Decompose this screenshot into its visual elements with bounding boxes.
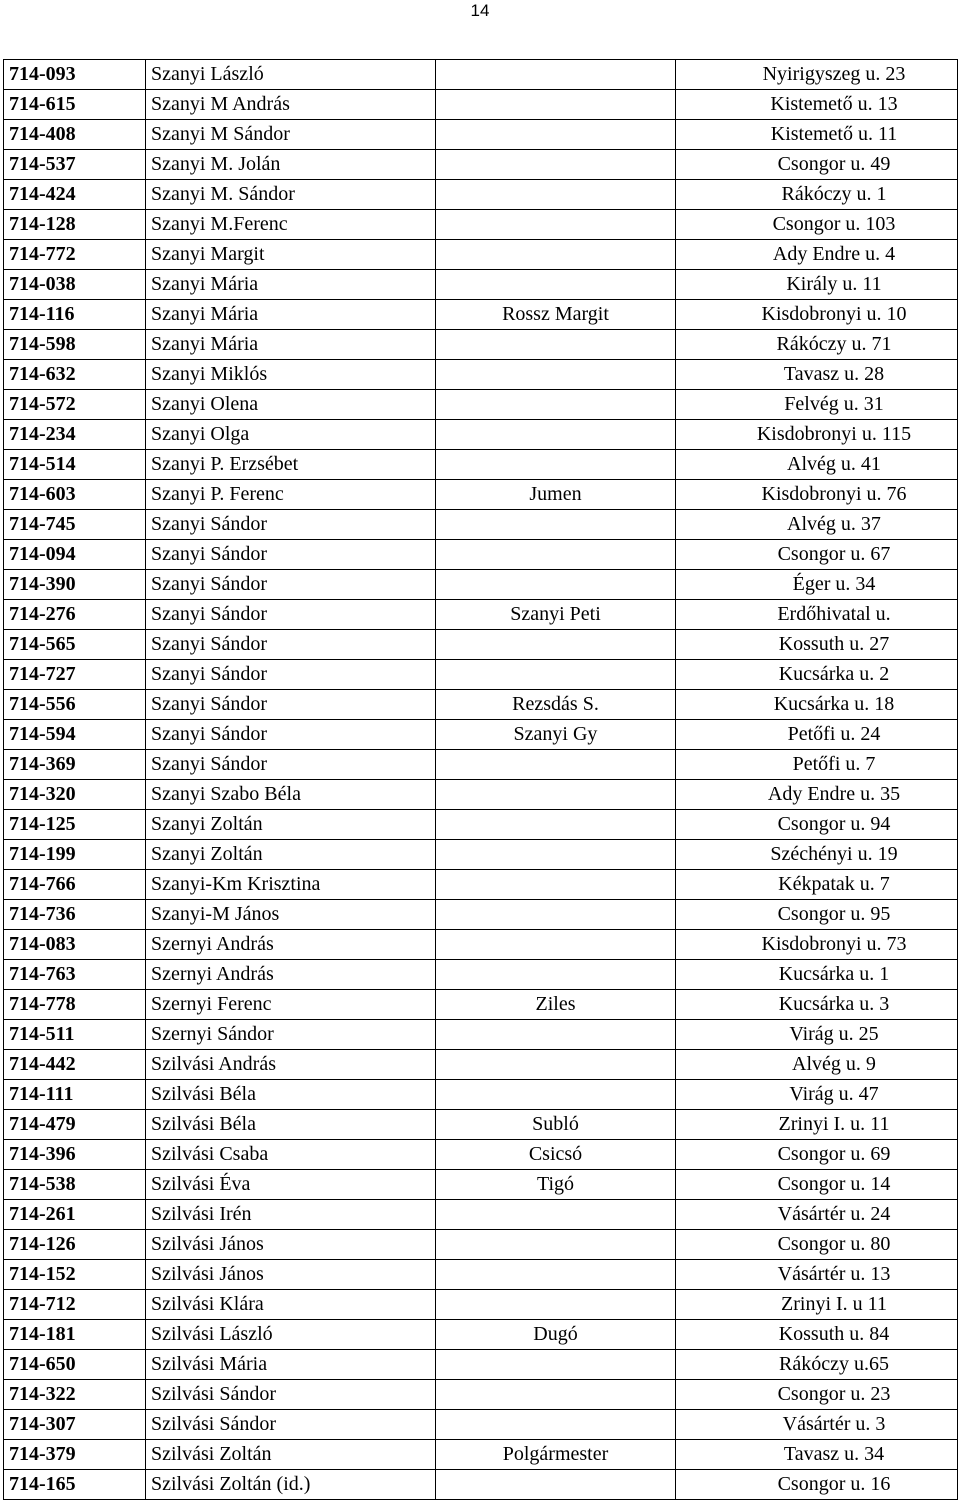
- nickname-cell: [436, 150, 676, 180]
- name-cell: Szilvási Csaba: [146, 1140, 436, 1170]
- name-cell: Szilvási Klára: [146, 1290, 436, 1320]
- table-row: [4, 390, 958, 420]
- nickname-cell: [436, 750, 676, 780]
- address-cell: Zrinyi I. u 11: [676, 1290, 958, 1320]
- address-cell: Virág u. 25: [676, 1020, 958, 1050]
- table-row: [4, 330, 958, 360]
- address-cell: Csongor u. 14: [676, 1170, 958, 1200]
- table-row: [4, 570, 958, 600]
- name-cell: Szanyi Mária: [146, 330, 436, 360]
- phone-code-cell: 714-479: [4, 1110, 146, 1140]
- name-cell: Szernyi András: [146, 930, 436, 960]
- phone-code-cell: 714-094: [4, 540, 146, 570]
- phone-code-cell: 714-276: [4, 600, 146, 630]
- name-cell: Szanyi Sándor: [146, 720, 436, 750]
- nickname-cell: Ziles: [436, 990, 676, 1020]
- table-row: [4, 90, 958, 120]
- nickname-cell: [436, 240, 676, 270]
- name-cell: Szilvási András: [146, 1050, 436, 1080]
- address-cell: Rákóczy u.65: [676, 1350, 958, 1380]
- phone-code-cell: 714-083: [4, 930, 146, 960]
- phone-directory-table: [3, 59, 958, 1500]
- name-cell: Szanyi-M János: [146, 900, 436, 930]
- address-cell: Csongor u. 49: [676, 150, 958, 180]
- name-cell: Szanyi-Km Krisztina: [146, 870, 436, 900]
- table-row: [4, 1290, 958, 1320]
- nickname-cell: [436, 360, 676, 390]
- nickname-cell: [436, 870, 676, 900]
- name-cell: Szanyi Sándor: [146, 660, 436, 690]
- address-cell: Ady Endre u. 4: [676, 240, 958, 270]
- phone-code-cell: 714-111: [4, 1080, 146, 1110]
- table-row: [4, 1020, 958, 1050]
- address-cell: Éger u. 34: [676, 570, 958, 600]
- address-cell: Kucsárka u. 2: [676, 660, 958, 690]
- address-cell: Ady Endre u. 35: [676, 780, 958, 810]
- phone-code-cell: 714-408: [4, 120, 146, 150]
- name-cell: Szanyi Sándor: [146, 510, 436, 540]
- name-cell: Szilvási Mária: [146, 1350, 436, 1380]
- address-cell: Csongor u. 69: [676, 1140, 958, 1170]
- table-row: [4, 150, 958, 180]
- nickname-cell: [436, 780, 676, 810]
- nickname-cell: [436, 900, 676, 930]
- name-cell: Szanyi Zoltán: [146, 810, 436, 840]
- table-row: [4, 810, 958, 840]
- phone-code-cell: 714-181: [4, 1320, 146, 1350]
- phone-code-cell: 714-745: [4, 510, 146, 540]
- table-row: [4, 1380, 958, 1410]
- table-row: [4, 1320, 958, 1350]
- table-row: [4, 1440, 958, 1470]
- nickname-cell: [436, 1290, 676, 1320]
- nickname-cell: Szanyi Gy: [436, 720, 676, 750]
- table-row: [4, 180, 958, 210]
- phone-code-cell: 714-511: [4, 1020, 146, 1050]
- name-cell: Szanyi M Sándor: [146, 120, 436, 150]
- nickname-cell: [436, 1050, 676, 1080]
- nickname-cell: Polgármester: [436, 1440, 676, 1470]
- table-row: [4, 360, 958, 390]
- phone-code-cell: 714-234: [4, 420, 146, 450]
- phone-code-cell: 714-772: [4, 240, 146, 270]
- table-row: [4, 840, 958, 870]
- nickname-cell: [436, 390, 676, 420]
- address-cell: Vásártér u. 3: [676, 1410, 958, 1440]
- nickname-cell: [436, 1080, 676, 1110]
- name-cell: Szanyi László: [146, 60, 436, 90]
- phone-code-cell: 714-778: [4, 990, 146, 1020]
- table-row: [4, 1170, 958, 1200]
- phone-code-cell: 714-390: [4, 570, 146, 600]
- nickname-cell: Rossz Margit: [436, 300, 676, 330]
- phone-code-cell: 714-165: [4, 1470, 146, 1500]
- nickname-cell: [436, 960, 676, 990]
- phone-code-cell: 714-632: [4, 360, 146, 390]
- table-row: [4, 930, 958, 960]
- table-row: [4, 510, 958, 540]
- name-cell: Szilvási Sándor: [146, 1410, 436, 1440]
- nickname-cell: [436, 1410, 676, 1440]
- address-cell: Kisdobronyi u. 115: [676, 420, 958, 450]
- address-cell: Erdőhivatal u.: [676, 600, 958, 630]
- address-cell: Rákóczy u. 71: [676, 330, 958, 360]
- nickname-cell: [436, 660, 676, 690]
- address-cell: Kucsárka u. 1: [676, 960, 958, 990]
- name-cell: Szernyi Ferenc: [146, 990, 436, 1020]
- nickname-cell: [436, 450, 676, 480]
- address-cell: Csongor u. 80: [676, 1230, 958, 1260]
- address-cell: Felvég u. 31: [676, 390, 958, 420]
- table-row: [4, 990, 958, 1020]
- phone-code-cell: 714-603: [4, 480, 146, 510]
- nickname-cell: Csicsó: [436, 1140, 676, 1170]
- address-cell: Kucsárka u. 18: [676, 690, 958, 720]
- phone-code-cell: 714-322: [4, 1380, 146, 1410]
- name-cell: Szanyi M.Ferenc: [146, 210, 436, 240]
- name-cell: Szanyi P. Ferenc: [146, 480, 436, 510]
- table-row: [4, 210, 958, 240]
- phone-code-cell: 714-093: [4, 60, 146, 90]
- nickname-cell: Tigó: [436, 1170, 676, 1200]
- phone-code-cell: 714-650: [4, 1350, 146, 1380]
- nickname-cell: [436, 810, 676, 840]
- nickname-cell: [436, 270, 676, 300]
- table-row: [4, 630, 958, 660]
- table-row: [4, 120, 958, 150]
- name-cell: Szanyi Mária: [146, 270, 436, 300]
- phone-code-cell: 714-396: [4, 1140, 146, 1170]
- page-number: 14: [470, 1, 490, 20]
- name-cell: Szilvási Éva: [146, 1170, 436, 1200]
- table-row: [4, 960, 958, 990]
- address-cell: Csongor u. 94: [676, 810, 958, 840]
- name-cell: Szanyi Zoltán: [146, 840, 436, 870]
- phone-code-cell: 714-125: [4, 810, 146, 840]
- nickname-cell: [436, 330, 676, 360]
- name-cell: Szilvási Sándor: [146, 1380, 436, 1410]
- address-cell: Kucsárka u. 3: [676, 990, 958, 1020]
- phone-code-cell: 714-766: [4, 870, 146, 900]
- table-row: [4, 300, 958, 330]
- address-cell: Vásártér u. 13: [676, 1260, 958, 1290]
- address-cell: Zrinyi I. u. 11: [676, 1110, 958, 1140]
- nickname-cell: [436, 630, 676, 660]
- table-row: [4, 1200, 958, 1230]
- nickname-cell: [436, 420, 676, 450]
- table-row: [4, 240, 958, 270]
- name-cell: Szanyi Sándor: [146, 600, 436, 630]
- name-cell: Szanyi Sándor: [146, 750, 436, 780]
- name-cell: Szernyi András: [146, 960, 436, 990]
- table-row: [4, 720, 958, 750]
- nickname-cell: [436, 120, 676, 150]
- phone-code-cell: 714-442: [4, 1050, 146, 1080]
- address-cell: Kistemető u. 11: [676, 120, 958, 150]
- name-cell: Szanyi Margit: [146, 240, 436, 270]
- table-row: [4, 600, 958, 630]
- phone-code-cell: 714-116: [4, 300, 146, 330]
- address-cell: Alvég u. 9: [676, 1050, 958, 1080]
- name-cell: Szanyi M András: [146, 90, 436, 120]
- name-cell: Szilvási Béla: [146, 1080, 436, 1110]
- phone-code-cell: 714-128: [4, 210, 146, 240]
- phone-code-cell: 714-261: [4, 1200, 146, 1230]
- phone-code-cell: 714-594: [4, 720, 146, 750]
- address-cell: Alvég u. 37: [676, 510, 958, 540]
- address-cell: Csongor u. 23: [676, 1380, 958, 1410]
- nickname-cell: [436, 60, 676, 90]
- address-cell: Kisdobronyi u. 76: [676, 480, 958, 510]
- table-row: [4, 1140, 958, 1170]
- name-cell: Szanyi Mária: [146, 300, 436, 330]
- name-cell: Szanyi Sándor: [146, 540, 436, 570]
- table-row: [4, 1050, 958, 1080]
- name-cell: Szanyi P. Erzsébet: [146, 450, 436, 480]
- phone-code-cell: 714-320: [4, 780, 146, 810]
- nickname-cell: [436, 570, 676, 600]
- nickname-cell: [436, 840, 676, 870]
- nickname-cell: [436, 930, 676, 960]
- table-row: [4, 60, 958, 90]
- table-row: [4, 540, 958, 570]
- table-row: [4, 450, 958, 480]
- nickname-cell: [436, 510, 676, 540]
- table-row: [4, 1470, 958, 1500]
- name-cell: Szanyi Miklós: [146, 360, 436, 390]
- name-cell: Szanyi Olena: [146, 390, 436, 420]
- phone-code-cell: 714-712: [4, 1290, 146, 1320]
- phone-code-cell: 714-763: [4, 960, 146, 990]
- name-cell: Szilvási László: [146, 1320, 436, 1350]
- phone-code-cell: 714-038: [4, 270, 146, 300]
- nickname-cell: Subló: [436, 1110, 676, 1140]
- address-cell: Kistemető u. 13: [676, 90, 958, 120]
- table-row: [4, 870, 958, 900]
- nickname-cell: [436, 1350, 676, 1380]
- address-cell: Petőfi u. 24: [676, 720, 958, 750]
- nickname-cell: [436, 90, 676, 120]
- table-row: [4, 1230, 958, 1260]
- phone-code-cell: 714-307: [4, 1410, 146, 1440]
- address-cell: Virág u. 47: [676, 1080, 958, 1110]
- table-row: [4, 1080, 958, 1110]
- table-row: [4, 750, 958, 780]
- name-cell: Szilvási Béla: [146, 1110, 436, 1140]
- nickname-cell: [436, 1230, 676, 1260]
- phone-code-cell: 714-514: [4, 450, 146, 480]
- address-cell: Csongor u. 67: [676, 540, 958, 570]
- phone-code-cell: 714-379: [4, 1440, 146, 1470]
- nickname-cell: [436, 540, 676, 570]
- name-cell: Szilvási Zoltán (id.): [146, 1470, 436, 1500]
- table-row: [4, 900, 958, 930]
- name-cell: Szilvási János: [146, 1230, 436, 1260]
- name-cell: Szanyi Olga: [146, 420, 436, 450]
- phone-code-cell: 714-556: [4, 690, 146, 720]
- nickname-cell: [436, 1020, 676, 1050]
- address-cell: Tavasz u. 34: [676, 1440, 958, 1470]
- phone-code-cell: 714-598: [4, 330, 146, 360]
- name-cell: Szanyi Sándor: [146, 570, 436, 600]
- phone-code-cell: 714-615: [4, 90, 146, 120]
- name-cell: Szanyi Sándor: [146, 630, 436, 660]
- address-cell: Vásártér u. 24: [676, 1200, 958, 1230]
- address-cell: Rákóczy u. 1: [676, 180, 958, 210]
- address-cell: Tavasz u. 28: [676, 360, 958, 390]
- phone-code-cell: 714-369: [4, 750, 146, 780]
- address-cell: Nyirigyszeg u. 23: [676, 60, 958, 90]
- nickname-cell: Dugó: [436, 1320, 676, 1350]
- table-row: [4, 780, 958, 810]
- table-row: [4, 420, 958, 450]
- name-cell: Szanyi Sándor: [146, 690, 436, 720]
- phone-code-cell: 714-538: [4, 1170, 146, 1200]
- address-cell: Csongor u. 103: [676, 210, 958, 240]
- address-cell: Széchényi u. 19: [676, 840, 958, 870]
- nickname-cell: Jumen: [436, 480, 676, 510]
- phone-code-cell: 714-727: [4, 660, 146, 690]
- name-cell: Szernyi Sándor: [146, 1020, 436, 1050]
- phone-code-cell: 714-126: [4, 1230, 146, 1260]
- address-cell: Kisdobronyi u. 10: [676, 300, 958, 330]
- table-row: [4, 1260, 958, 1290]
- phone-code-cell: 714-199: [4, 840, 146, 870]
- nickname-cell: [436, 1200, 676, 1230]
- address-cell: Király u. 11: [676, 270, 958, 300]
- name-cell: Szilvási Irén: [146, 1200, 436, 1230]
- directory-body: [4, 60, 958, 1500]
- nickname-cell: [436, 1470, 676, 1500]
- phone-code-cell: 714-572: [4, 390, 146, 420]
- address-cell: Kossuth u. 84: [676, 1320, 958, 1350]
- name-cell: Szanyi Szabo Béla: [146, 780, 436, 810]
- name-cell: Szanyi M. Jolán: [146, 150, 436, 180]
- table-row: [4, 660, 958, 690]
- table-row: [4, 1350, 958, 1380]
- nickname-cell: Szanyi Peti: [436, 600, 676, 630]
- address-cell: Kékpatak u. 7: [676, 870, 958, 900]
- address-cell: Kisdobronyi u. 73: [676, 930, 958, 960]
- nickname-cell: [436, 1380, 676, 1410]
- table-row: [4, 270, 958, 300]
- table-row: [4, 1110, 958, 1140]
- phone-code-cell: 714-424: [4, 180, 146, 210]
- name-cell: Szilvási János: [146, 1260, 436, 1290]
- address-cell: Kossuth u. 27: [676, 630, 958, 660]
- name-cell: Szilvási Zoltán: [146, 1440, 436, 1470]
- phone-code-cell: 714-537: [4, 150, 146, 180]
- nickname-cell: Rezsdás S.: [436, 690, 676, 720]
- address-cell: Alvég u. 41: [676, 450, 958, 480]
- phone-code-cell: 714-565: [4, 630, 146, 660]
- phone-code-cell: 714-152: [4, 1260, 146, 1290]
- table-row: [4, 480, 958, 510]
- nickname-cell: [436, 180, 676, 210]
- address-cell: Petőfi u. 7: [676, 750, 958, 780]
- nickname-cell: [436, 210, 676, 240]
- table-row: [4, 690, 958, 720]
- name-cell: Szanyi M. Sándor: [146, 180, 436, 210]
- phone-code-cell: 714-736: [4, 900, 146, 930]
- table-row: [4, 1410, 958, 1440]
- address-cell: Csongor u. 16: [676, 1470, 958, 1500]
- nickname-cell: [436, 1260, 676, 1290]
- address-cell: Csongor u. 95: [676, 900, 958, 930]
